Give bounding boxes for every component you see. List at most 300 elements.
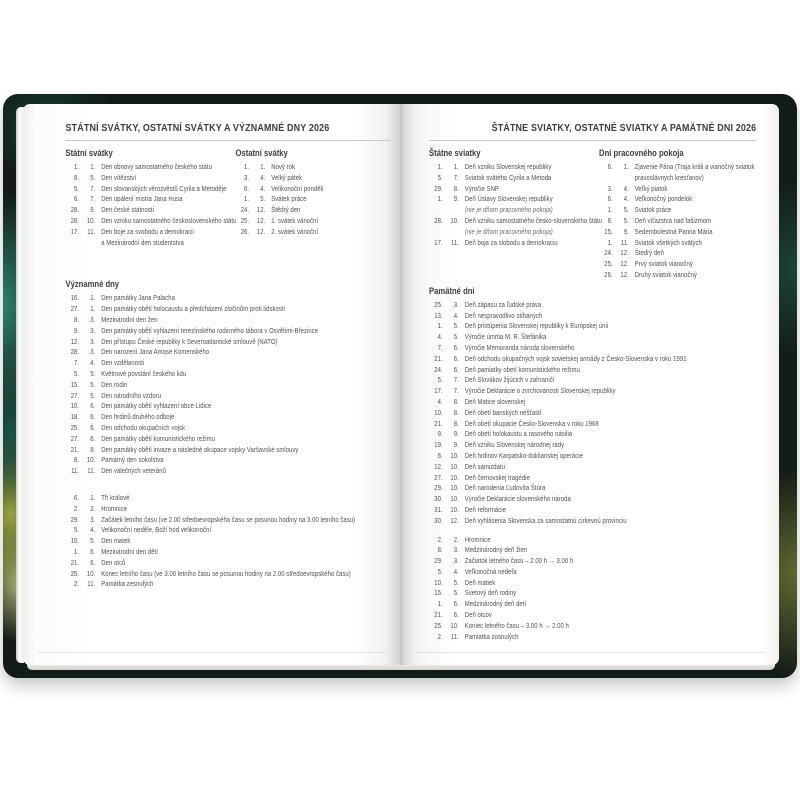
month-number: 1. [90,164,96,171]
holiday-label: Deň reformácie [464,506,507,514]
day-number: 8. [607,217,613,225]
holiday-row [236,217,391,228]
day-number: 24. [434,366,443,374]
holiday-row [66,338,391,349]
month-number: 5. [90,392,96,400]
holiday-row [66,413,391,424]
holiday-label: Den vzdělanosti [101,360,145,368]
day-number: 8. [74,316,80,324]
holiday-row [429,633,756,644]
month-number: 11. [87,228,96,236]
holiday-row [66,327,391,338]
holiday-row [66,559,391,570]
month-number: 10. [450,463,459,471]
section-heading: Významné dny [65,279,120,290]
month-number: 10. [86,457,96,465]
day-number: 10. [434,579,443,587]
left-page-title: STÁTNÍ SVÁTKY, OSTATNÍ SVÁTKY A VÝZNAMNÉ DNY 2026 [65,122,330,134]
holiday-label: Začátek letního času (ve 2.00 středoevropského času se posunou hodiny na 3.00 letního času) [101,516,356,524]
day-number: 10. [70,538,80,546]
holiday-label: Deň vzniku Slovenskej národnej rady [464,442,565,450]
month-number [616,174,629,185]
month-number: 1. [623,164,629,171]
holiday-label: Deň samizdatu [464,463,505,471]
month-number: 12. [256,207,266,215]
day-number: 28. [434,217,443,225]
day-number: 2. [74,505,80,513]
holiday-label: Deň matiek [464,579,496,587]
month-number: 7. [453,388,459,396]
holiday-row [429,398,756,409]
holiday-row [66,435,391,446]
section-heading: Ostatní svátky [235,148,288,158]
holiday-row [66,570,391,581]
holiday-label: Deň pristúpenia Slovenskej republiky k Európskej únii [464,323,609,331]
holiday-row-continuation [429,228,599,239]
holiday-row [429,441,756,452]
day-number: 12. [70,338,80,346]
section-heading: Státní svátky [65,148,113,158]
day-number: 2. [437,633,443,641]
month-number: 7. [453,377,459,385]
holiday-row [66,392,391,403]
month-number: 6. [453,612,459,620]
holiday-label: Deň otcov [464,612,492,620]
month-number: 10. [86,217,96,225]
month-number: 3. [90,349,96,357]
holiday-row [599,249,756,260]
day-number: 1. [74,164,80,171]
month-number: 6. [453,355,459,363]
holiday-sublabel: (nie je dňom pracovného pokoja) [464,207,553,215]
day-number: 1. [437,164,443,171]
holiday-row [429,322,756,333]
holiday-label: Den vítězství [101,174,137,182]
holiday-label: Den památky obětí vyhlazení terezínského rodinného tábora v Osvětimi-Březince [101,327,319,335]
month-number: 3. [453,301,459,309]
month-number: 1. [453,164,459,171]
day-number: 8. [74,457,80,465]
holiday-label: Deň Ústavy Slovenskej republiky [464,196,553,204]
section-pamatne-dni [429,286,756,644]
holiday-label: Sviatok všetkých svätých [634,239,702,247]
month-number: 5. [90,174,96,182]
holiday-row [66,381,391,392]
holiday-row [429,355,756,366]
holiday-label: Deň boja za slobodu a demokraciu [464,239,558,247]
month-number: 10. [450,622,459,630]
day-number: 25. [70,424,80,432]
day-number: 5. [437,377,443,385]
holiday-label: Den válečných veteránů [101,468,166,476]
holiday-label: Medzinárodný deň detí [464,601,527,609]
holiday-label: Štedrý deň [634,250,664,258]
holiday-row [66,467,391,478]
day-number: 25. [240,217,250,225]
section-heading: Dni pracovného pokoja [599,148,684,158]
day-number: 9. [437,431,443,439]
month-number: 10. [450,485,459,493]
day-number: 29. [434,485,443,493]
holiday-label: Veľkonočná nedeľa [464,568,517,576]
holiday-row [429,420,756,431]
month-number: 12. [256,228,266,236]
month-number: 9. [623,228,629,236]
holiday-list-secondary [66,494,391,591]
holiday-label: Den upálení mistra Jana Husa [101,196,183,204]
day-number: 7. [437,344,443,352]
day-number: 6. [607,196,613,204]
month-number: 4. [453,312,459,320]
holiday-row [429,217,603,228]
day-number: 21. [70,446,80,454]
holiday-label: Velikonoční neděle, Boží hod velikonoční [101,527,212,535]
day-number: 17. [70,228,80,236]
day-number: 1. [607,239,613,247]
month-number: 1. [90,306,96,314]
holiday-label: Začiatok letného času – 2.00 h → 3.00 h [464,558,574,566]
day-number: 24. [604,250,613,258]
holiday-row [66,228,236,239]
month-number [83,239,96,250]
month-number: 10. [450,506,459,514]
holiday-row [66,548,391,559]
holiday-list [66,163,236,249]
holiday-row [66,446,391,457]
month-number: 5. [453,334,459,342]
day-number [429,228,443,239]
holiday-label: Den narození Jana Amose Komenského [101,349,210,357]
month-number: 1. [260,164,266,171]
month-number: 6. [453,344,459,352]
holiday-row [429,376,756,387]
holiday-row [66,359,391,370]
holiday-label: Koniec letného času – 3.00 h → 2.00 h [464,622,569,630]
day-number: 6. [74,494,80,502]
day-number: 6. [74,196,80,204]
month-number: 5. [260,196,266,204]
holiday-row [429,463,756,474]
month-number: 11. [87,581,96,589]
day-number [599,174,613,185]
month-number: 6. [453,366,459,374]
holiday-row [66,206,236,217]
day-number: 30. [434,517,443,525]
holiday-label: Mezinárodní den dětí [101,548,158,556]
section-statni-svatky [66,148,236,249]
holiday-label: Druhý sviatok vianočný [634,271,697,279]
day-number: 1. [244,164,250,171]
holiday-row [66,217,236,228]
month-number: 3. [453,558,459,566]
holiday-label: Den památky obětí vyhlazení obce Lidice [101,403,212,411]
holiday-row [429,557,756,568]
month-number: 10. [86,570,96,578]
holiday-label: Deň pamiatky obetí komunistického režimu [464,366,580,374]
holiday-row [236,174,391,185]
day-number: 5. [437,568,443,576]
holiday-row [429,301,756,312]
month-number: 12. [620,271,629,279]
day-number: 25. [70,570,80,578]
holiday-list [429,301,756,528]
holiday-row [429,622,756,633]
holiday-label: Deň obetí banských nešťastí [464,409,542,417]
holiday-label: Památný den sokolstva [101,457,164,465]
holiday-sublabel: pravoslávnych kresťanov) [634,174,704,182]
holiday-label: Deň obetí holokaustu a rasového násilia [464,431,573,439]
holiday-row [429,387,756,398]
holiday-label: Výročie úmrtia M. R. Štefánika [464,334,547,342]
holiday-label: Deň nespravodlivo stíhaných [464,312,543,320]
section-heading: Pamätné dni [429,285,475,296]
day-number: 17. [434,239,443,247]
holiday-label: Tři králové [101,494,130,502]
day-number: 10. [70,403,80,411]
holiday-label: Deň vyhlásenia Slovenska za samostatnú cirkevnú provinciu [464,517,627,525]
day-number: 19. [434,442,443,450]
holiday-row [66,456,391,467]
month-number: 9. [453,431,459,439]
month-number: 4. [260,174,266,182]
holiday-row [66,580,391,591]
month-number: 10. [450,474,459,482]
holiday-label: Den boje za svobodu a demokracii [101,228,194,236]
holiday-row [429,536,756,547]
day-number: 7. [74,360,80,368]
day-number: 5. [437,174,443,182]
month-number: 6. [90,414,96,422]
holiday-row [599,228,756,239]
holiday-row [429,174,599,185]
month-number: 2. [453,536,459,544]
holiday-label: Veľký piatok [634,185,668,193]
holiday-label: Den české státnosti [101,207,154,215]
holiday-row [66,348,391,359]
day-number: 27. [70,435,80,443]
holiday-label: Památka zesnulých [101,581,154,589]
holiday-row [66,402,391,413]
day-number: 6. [607,164,613,171]
holiday-label: Prvý sviatok vianočný [634,261,693,269]
holiday-row [66,494,391,505]
day-number: 2. [437,536,443,544]
holiday-row [429,333,756,344]
holiday-row [429,366,756,377]
holiday-label: Sviatok svätého Cyrila a Metoda [464,174,552,182]
day-number: 6. [437,452,443,460]
holiday-row [429,589,756,600]
holiday-label: Den národního vzdoru [101,392,161,400]
month-number: 8. [453,398,459,406]
month-number: 3. [90,316,96,324]
holiday-label: Deň vzniku Slovenskej republiky [464,164,552,171]
holiday-label: Deň vzniku samostatného česko-slovenského štátu [464,217,603,225]
month-number: 5. [90,538,96,546]
holiday-row [429,409,756,420]
holiday-row [66,174,236,185]
holiday-list [429,163,603,249]
month-number [446,206,459,217]
month-number: 8. [453,409,459,417]
day-number: 11. [71,468,80,476]
month-number: 11. [620,239,629,247]
open-pages [23,104,779,665]
day-number: 16. [70,295,80,303]
month-number: 12. [620,250,629,258]
day-number: 28. [70,207,80,215]
day-number: 26. [604,271,613,279]
month-number: 12. [450,517,459,525]
day-number: 30. [434,496,443,504]
day-number: 25. [434,622,443,630]
month-number: 8. [453,420,459,428]
month-number: 3. [453,547,459,555]
month-number: 10. [450,496,459,504]
holiday-label: Štědrý den [271,207,301,215]
day-number: 15. [604,228,613,236]
holiday-row [599,206,756,217]
day-number: 21. [434,355,443,363]
day-number: 25. [434,301,443,309]
month-number: 6. [453,601,459,609]
day-number: 1. [607,207,613,215]
section-ostatni-svatky [236,148,391,249]
day-number: 27. [70,306,80,314]
holiday-sublabel: a Mezinárodní den studentstva [101,239,184,247]
day-number: 29. [434,185,443,193]
holiday-label: Výročie Memoranda národa slovenského [464,344,575,352]
day-number: 1. [437,601,443,609]
holiday-row [599,239,756,250]
holiday-row [66,370,391,381]
day-number: 4. [437,398,443,406]
holiday-label: Den hrdinů druhého odboje [101,414,175,422]
day-number: 1. [244,196,250,204]
month-number: 5. [90,381,96,389]
holiday-label: Deň narodenia Ľudovíta Štúra [464,485,546,493]
holiday-label: Výročie Deklarácie o zvrchovanosti Slovenskej republiky [464,388,616,396]
month-number: 11. [450,633,459,641]
day-number: 24. [240,207,250,215]
month-number: 2. [90,505,96,513]
day-number: 29. [434,558,443,566]
day-number [429,206,443,217]
month-number: 6. [90,559,96,567]
holiday-row [66,424,391,435]
holiday-row [429,546,756,557]
day-number: 18. [70,414,80,422]
holiday-row [599,271,756,282]
month-number: 4. [623,185,629,193]
holiday-label: Deň Slovákov žijúcich v zahraničí [464,377,555,385]
holiday-label: Velikonoční pondělí [271,185,324,193]
holiday-label: Výročie SNP [464,185,499,193]
holiday-row [66,505,391,516]
holiday-row [429,163,599,174]
holiday-label: Zjavenie Pána (Traja králi a vianočný sviatok [634,164,755,171]
right-page [401,104,779,665]
month-number: 5. [453,323,459,331]
month-number: 9. [453,196,459,204]
day-number: 3. [607,185,613,193]
holiday-label: Svetový deň rodiny [464,590,517,598]
holiday-row [429,239,599,250]
month-number: 9. [453,442,459,450]
month-number: 4. [260,185,266,193]
day-number: 21. [434,420,443,428]
month-number: 8. [90,446,96,454]
holiday-row [429,185,599,196]
month-number: 4. [453,568,459,576]
holiday-row [429,495,756,506]
month-number: 3. [90,338,96,346]
month-number: 5. [90,370,96,378]
holiday-row [429,568,756,579]
holiday-list [66,294,391,478]
day-number: 5. [74,370,80,378]
holiday-row [429,312,756,323]
holiday-label: Veľkonočný pondelok [634,196,693,204]
diary-book [3,94,797,678]
holiday-row-continuation [429,206,599,217]
holiday-row [599,163,756,174]
month-number: 12. [620,261,629,269]
holiday-label: Svátek práce [271,196,307,204]
holiday-row [66,305,391,316]
holiday-label: Sviatok práce [634,207,672,215]
holiday-label: Den obnovy samostatného českého státu [101,164,212,171]
holiday-label: Medzinárodný deň žien [464,547,528,555]
holiday-label: Mezinárodní den žen [101,316,158,324]
day-number: 15. [434,590,443,598]
holiday-row [236,195,391,206]
month-number: 9. [90,207,96,215]
day-number: 9. [74,327,80,335]
holiday-row [599,185,756,196]
holiday-label: 2. svátek vánoční [271,228,319,236]
holiday-row [236,163,391,174]
day-number: 13. [434,312,443,320]
day-number: 1. [437,323,443,331]
holiday-row [429,579,756,590]
holiday-row [66,526,391,537]
month-number: 5. [623,217,629,225]
holiday-list [236,163,391,239]
holiday-label: 1. svátek vánoční [271,217,319,225]
month-number: 3. [90,516,96,524]
holiday-label: Deň víťazstva nad fašizmom [634,217,712,225]
holiday-label: Den otců [101,559,126,567]
holiday-row [236,206,391,217]
day-number: 27. [70,392,80,400]
day-number: 29. [70,516,80,524]
holiday-row [429,344,756,355]
holiday-label: Velký pátek [271,174,303,182]
day-number: 21. [434,612,443,620]
holiday-label: Konec letního času (ve 3.00 letního času se posunou hodiny na 2.00 středoevropského času) [101,570,351,578]
holiday-label: Den odchodu okupačních vojsk [101,424,186,432]
holiday-label: Deň zápasu za ľudské práva [464,301,542,309]
day-number: 10. [434,409,443,417]
section-vyznamne-dny [66,279,391,591]
day-number: 8. [74,174,80,182]
holiday-label: Deň obetí okupácie Česko-Slovenska v roku 1968 [464,420,599,428]
holiday-row [66,316,391,327]
month-number: 6. [90,403,96,411]
month-number: 10. [450,217,459,225]
day-number: 31. [434,506,443,514]
